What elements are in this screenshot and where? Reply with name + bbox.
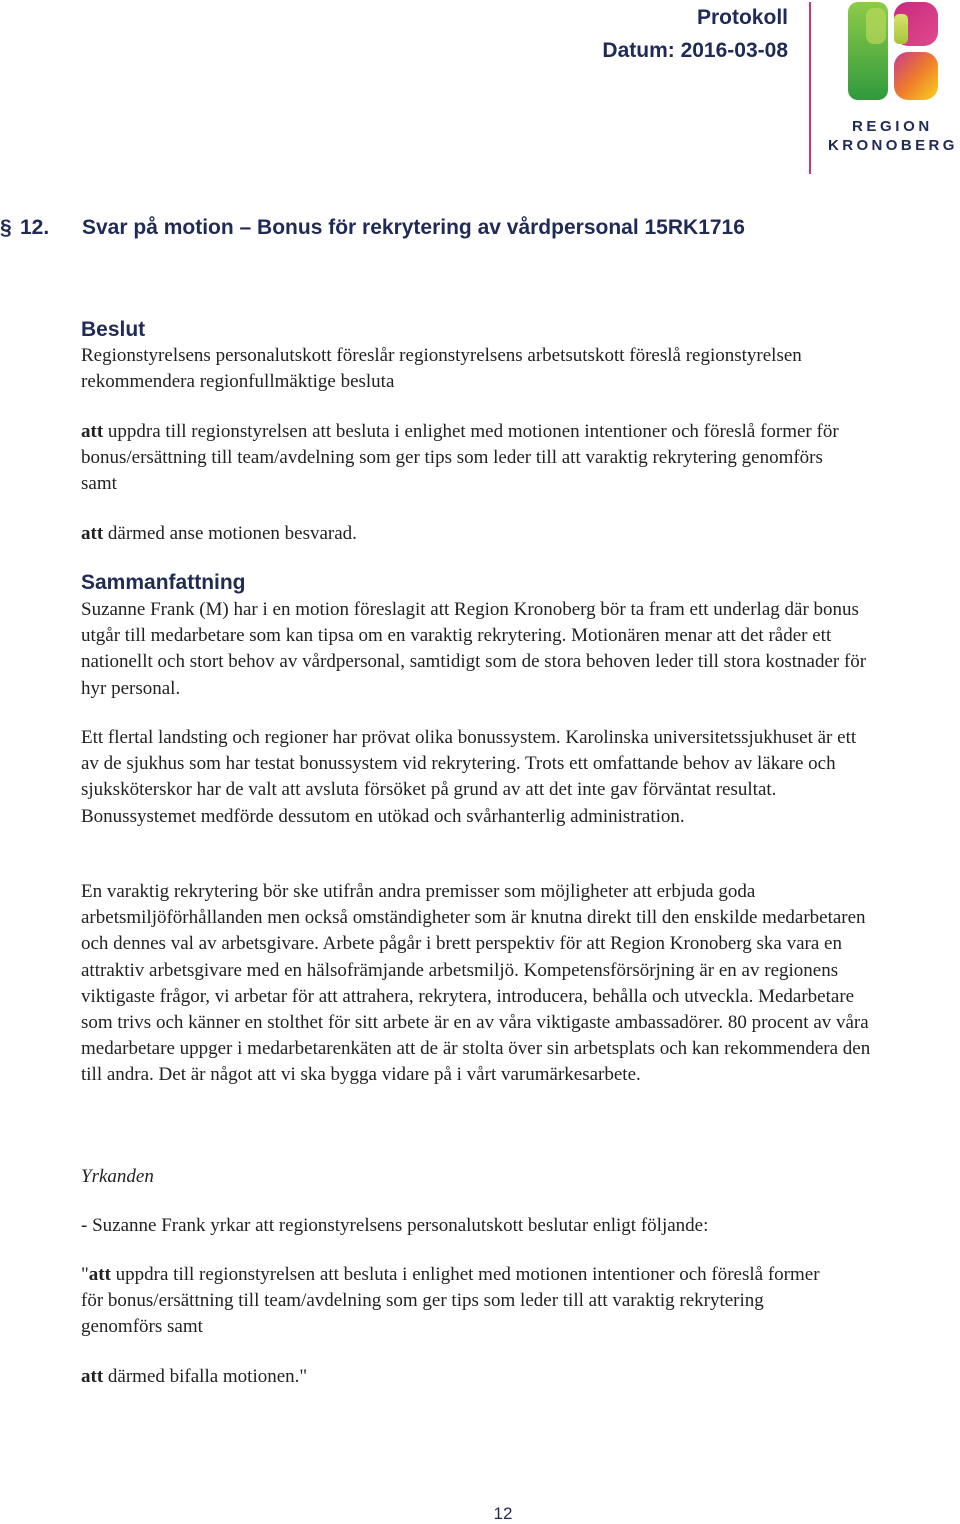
region-kronoberg-logo-icon xyxy=(846,0,940,104)
yrkanden-att-1 xyxy=(81,1262,841,1341)
sammanfattning-paragraph-2: Ett flertal landsting och regioner har prövat olika bonussystem. Karolinska universitetssjukhuset är ett av de sjukhus som har testat bonussystem vid rekrytering. Trots ett omfattande behov av läkare och sjuksköterskor har de valt att avsluta försöket på grund av att det inte gav förväntat resultat. Bonussystemet medförde dessutom en utökad och svårhanterlig administration. xyxy=(81,727,857,827)
yrkanden-att-2 xyxy=(81,1364,891,1390)
sammanfattning-heading: Sammanfattning xyxy=(81,571,246,594)
beslut-att-1 xyxy=(81,419,841,498)
yrkanden-att-2-text: därmed bifalla motionen." xyxy=(103,1366,308,1387)
sammanfattning-paragraph-3: En varaktig rekrytering bör ske utifrån andra premisser som möjligheter att erbjuda goda arbetsmiljöförhållanden men också omständigheter som är knutna direkt till den enskilde medarbetaren och dennes val av arbetsgivare. Arbete pågår i brett perspektiv för att Region Kronoberg ska vara en attraktiv arbetsgivare med en hälsofrämjande arbetsmiljö. Kompetensförsörjning är en av regionens viktigaste frågor, vi arbetar för att attrahera, rekrytera, introducera, behålla och utveckla. Medarbetare som trivs och känner en stolthet för sitt arbete är en av våra viktigaste ambassadörer. 80 procent av våra medarbetare uppger i medarbetarenkäten att de är stolta över sin arbetsplats och kan rekommendera den till andra. Det är något att vi ska bygga vidare på i vårt varumärkesarbete. xyxy=(81,881,871,1086)
section-title xyxy=(0,216,745,240)
section-number: 12. xyxy=(20,216,50,239)
logo-text-region: REGION xyxy=(852,118,933,135)
att-keyword: att xyxy=(81,1366,104,1387)
page-number: 12 xyxy=(493,1504,513,1523)
yrkanden-heading-text: Yrkanden xyxy=(81,1166,154,1187)
document-date: Datum: 2016-03-08 xyxy=(602,39,788,62)
beslut-att-1-text: uppdra till regionstyrelsen att besluta i enlighet med motionen intentioner och föreslå former för bonus/ersättning till team/avdelning som ger tips som leder till att varaktig rekrytering genomförs samt xyxy=(81,421,839,495)
att-keyword: att xyxy=(81,523,104,544)
beslut-att-2 xyxy=(81,521,891,547)
quote-open: " xyxy=(81,1264,89,1285)
logo-text-kronoberg: KRONOBERG xyxy=(828,137,958,154)
beslut-heading: Beslut xyxy=(81,318,146,341)
beslut-intro: Regionstyrelsens personalutskott föreslår regionstyrelsens arbetsutskott föreslå regionstyrelsen rekommendera regionfullmäktige besluta xyxy=(81,345,802,393)
section-marker: § xyxy=(0,216,12,239)
document-type-label: Protokoll xyxy=(696,6,788,29)
yrkanden-att-1-text: uppdra till regionstyrelsen att besluta i enlighet med motionen intentioner och föreslå former för bonus/ersättning till team/avdelning som ger tips som leder till att varaktig rekrytering genomförs samt xyxy=(81,1264,820,1338)
beslut-att-2-text: därmed anse motionen besvarad. xyxy=(103,523,357,544)
yrkanden-paragraph-1: - Suzanne Frank yrkar att regionstyrelsens personalutskott beslutar enligt följande: xyxy=(81,1215,709,1236)
section-title-text: Svar på motion – Bonus för rekrytering av vårdpersonal 15RK1716 xyxy=(82,216,745,239)
yrkanden-heading xyxy=(81,1164,891,1190)
sammanfattning-paragraph-1: Suzanne Frank (M) har i en motion föreslagit att Region Kronoberg bör ta fram ett underlag där bonus utgår till medarbetare som kan tipsa om en varaktig rekrytering. Motionären menar att det råder ett nationellt och stort behov av vårdpersonal, samtidigt som de stora behoven leder till stora kostnader för hyr personal. xyxy=(81,599,867,699)
att-keyword: att xyxy=(88,1264,111,1285)
att-keyword: att xyxy=(81,421,104,442)
header-divider xyxy=(809,2,811,174)
